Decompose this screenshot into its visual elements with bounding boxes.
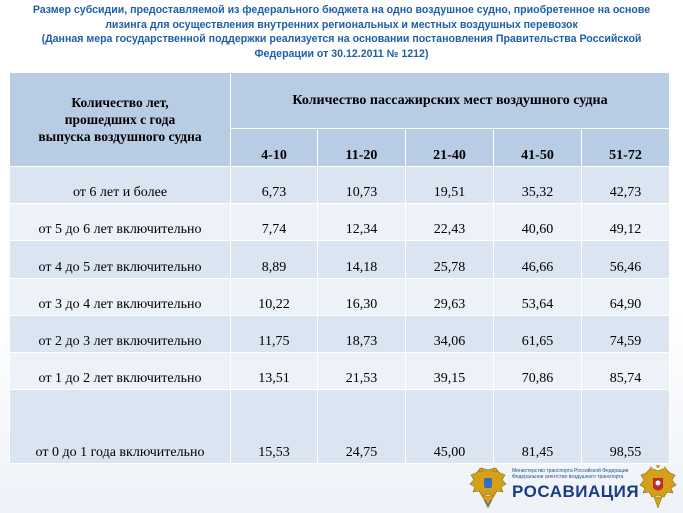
table-row (10, 241, 670, 279)
row-label: от 2 до 3 лет включительно (10, 315, 231, 352)
table-cell: 45,00 (406, 390, 494, 464)
table-row (10, 279, 670, 316)
table-cell: 53,64 (494, 279, 582, 316)
table-cell: 40,60 (494, 203, 582, 241)
row-label: от 6 лет и более (10, 166, 231, 203)
table-row (10, 203, 670, 241)
table-cell: 61,65 (494, 315, 582, 352)
row-label: от 5 до 6 лет включительно (10, 203, 231, 241)
page-heading (4, 3, 679, 61)
corner-header-line-3: выпуска воздушного судна (38, 128, 202, 144)
table-cell: 19,51 (406, 166, 494, 203)
subsidy-table (9, 72, 670, 464)
brand-wordmark: РОСАВИАЦИЯ (512, 482, 640, 501)
table-row (10, 166, 670, 203)
table-row (10, 390, 670, 464)
table-cell: 39,15 (406, 352, 494, 390)
row-label: от 0 до 1 года включительно (10, 390, 231, 464)
table-cell: 85,74 (582, 352, 670, 390)
heading-line-3: (Данная мера государственной поддержки реализуется на основании постановления Правительства Российской (41, 33, 642, 45)
table-cell: 18,73 (318, 315, 406, 352)
table-cell: 10,22 (231, 279, 318, 316)
corner-header-line-1: Количество лет, (71, 94, 169, 110)
table-corner-header (10, 73, 231, 167)
table-cell: 49,12 (582, 203, 670, 241)
table-cell: 13,51 (231, 352, 318, 390)
heading-line-1: Размер субсидии, предоставляемой из федерального бюджета на одно воздушное судно, приобретенное на основе (32, 4, 651, 16)
ministry-caption (512, 468, 636, 480)
rosaviatsia-logo (468, 464, 680, 510)
table-cell: 24,75 (318, 390, 406, 464)
table-cell: 22,43 (406, 203, 494, 241)
table-cell: 34,06 (406, 315, 494, 352)
table-cell: 6,73 (231, 166, 318, 203)
heading-line-2: лизинга для осуществления внутренних региональных и местных воздушных перевозок (105, 18, 578, 31)
table-cell: 11,75 (231, 315, 318, 352)
agency-line: Федеральное агентство воздушного транспорта (512, 474, 624, 480)
coat-of-arms-icon (638, 464, 678, 510)
corner-header-line-2: прошедших с года (64, 111, 176, 127)
row-label: от 4 до 5 лет включительно (10, 241, 231, 279)
table-cell: 16,30 (318, 279, 406, 316)
table-cell: 8,89 (231, 241, 318, 279)
table-cell: 64,90 (582, 279, 670, 316)
table-cell: 98,55 (582, 390, 670, 464)
table-cell: 15,53 (231, 390, 318, 464)
row-label: от 1 до 2 лет включительно (10, 352, 231, 390)
table-cell: 12,34 (318, 203, 406, 241)
table-cell: 14,18 (318, 241, 406, 279)
table-cell: 21,53 (318, 352, 406, 390)
double-headed-eagle-icon (468, 464, 508, 510)
table-cell: 42,73 (582, 166, 670, 203)
column-header: 21-40 (406, 129, 494, 167)
column-header: 51-72 (582, 129, 670, 167)
table-cell: 46,66 (494, 241, 582, 279)
table-cell: 56,46 (582, 241, 670, 279)
heading-line-4: Федерации от 30.12.2011 № 1212) (254, 47, 429, 60)
table-cell: 29,63 (406, 279, 494, 316)
ministry-line: Министерство транспорта Российской Федерации (512, 468, 629, 474)
column-header: 4-10 (231, 129, 318, 167)
table-cell: 35,32 (494, 166, 582, 203)
table-cell: 25,78 (406, 241, 494, 279)
table-cell: 81,45 (494, 390, 582, 464)
table-cell: 70,86 (494, 352, 582, 390)
table-cell: 74,59 (582, 315, 670, 352)
table-row (10, 315, 670, 352)
column-header: 41-50 (494, 129, 582, 167)
column-header: 11-20 (318, 129, 406, 167)
table-cell: 10,73 (318, 166, 406, 203)
table-cell: 7,74 (231, 203, 318, 241)
seats-group-header: Количество пассажирских мест воздушного судна (231, 73, 670, 129)
table-row (10, 352, 670, 390)
row-label: от 3 до 4 лет включительно (10, 279, 231, 316)
